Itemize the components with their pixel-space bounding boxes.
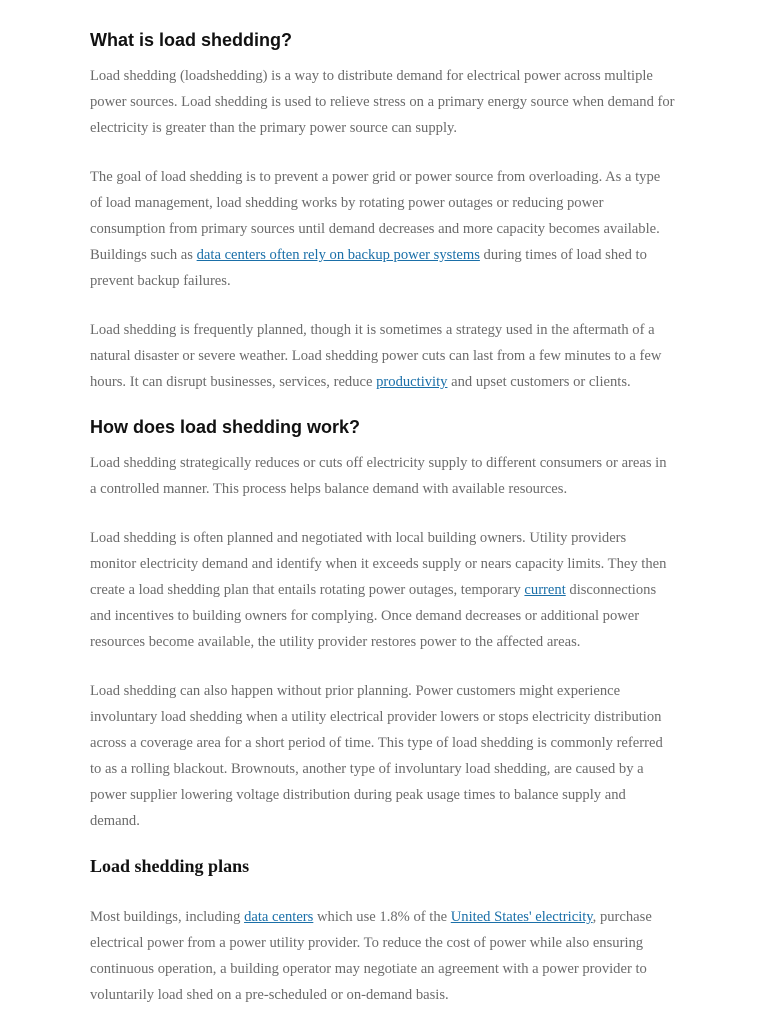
paragraph-text: which use 1.8% of the: [313, 909, 451, 925]
link-productivity[interactable]: productivity: [376, 374, 448, 390]
paragraph-involuntary: Load shedding can also happen without prior planning. Power customers might experience involuntary load shedding when a utility electrical provider lowers or stops electricity distribution across a coverage area for a short period of time. This type of load shedding is commonly referred to as a rolling blackout. Brownouts, another type of involuntary load shedding, are caused by a power supplier lowering voltage distribution during peak usage times to balance supply and demand.: [90, 683, 663, 829]
heading-load-shedding-plans: Load shedding plans: [90, 856, 250, 876]
paragraph-definition: Load shedding (loadshedding) is a way to distribute demand for electrical power across multiple power sources. Load shedding is used to relieve stress on a primary energy source when demand for electricity is greater than the primary power source can supply.: [90, 68, 675, 136]
paragraph-goal: [90, 164, 676, 294]
paragraph-text: The goal of load shedding is to prevent a power grid or power source from overloading. As a type of load management, load shedding works by rotating power outages or reducing power consumption from primary sources until demand decreases and more capacity becomes available. Buildings such as: [90, 169, 661, 263]
link-data-centers[interactable]: data centers: [244, 909, 314, 925]
paragraph-text: Load shedding is often planned and negotiated with local building owners. Utility providers monitor electricity demand and identify when it exceeds supply or nears capacity limits. They then create a load shedding plan that entails rotating power outages, temporary: [90, 530, 667, 598]
article-body: [90, 0, 676, 1008]
paragraph-text: Load shedding is frequently planned, though it is sometimes a strategy used in the aftermath of a natural disaster or severe weather. Load shedding power cuts can last from a few minutes to a few hours. It can disrupt businesses, services, reduce: [90, 322, 662, 390]
paragraph-text: disconnections and incentives to building owners for complying. Once demand decreases or additional power resources become available, the utility provider restores power to the affected areas.: [90, 582, 657, 650]
heading-how-does-it-work: How does load shedding work?: [90, 417, 361, 437]
paragraph-text: Most buildings, including: [90, 909, 245, 925]
paragraph-strategy: Load shedding strategically reduces or cuts off electricity supply to different consumers or areas in a controlled manner. This process helps balance demand with available resources.: [90, 455, 667, 497]
link-united-states-electricity[interactable]: United States' electricity: [450, 909, 593, 925]
paragraph-text: , purchase electrical power from a power utility provider. To reduce the cost of power while also ensuring continuous operation, a building operator may negotiate an agreement with a power provider to voluntarily load shed on a pre-scheduled or on-demand basis.: [90, 909, 652, 1003]
paragraph-negotiation: [90, 525, 676, 655]
link-current[interactable]: current: [524, 582, 566, 598]
heading-what-is-load-shedding: What is load shedding?: [90, 30, 292, 50]
paragraph-plans: [90, 904, 676, 1008]
paragraph-planning: [90, 317, 676, 395]
link-data-centers-backup-power[interactable]: data centers often rely on backup power systems: [196, 247, 480, 263]
paragraph-text: and upset customers or clients.: [447, 374, 631, 390]
paragraph-text: during times of load shed to prevent backup failures.: [90, 247, 647, 289]
